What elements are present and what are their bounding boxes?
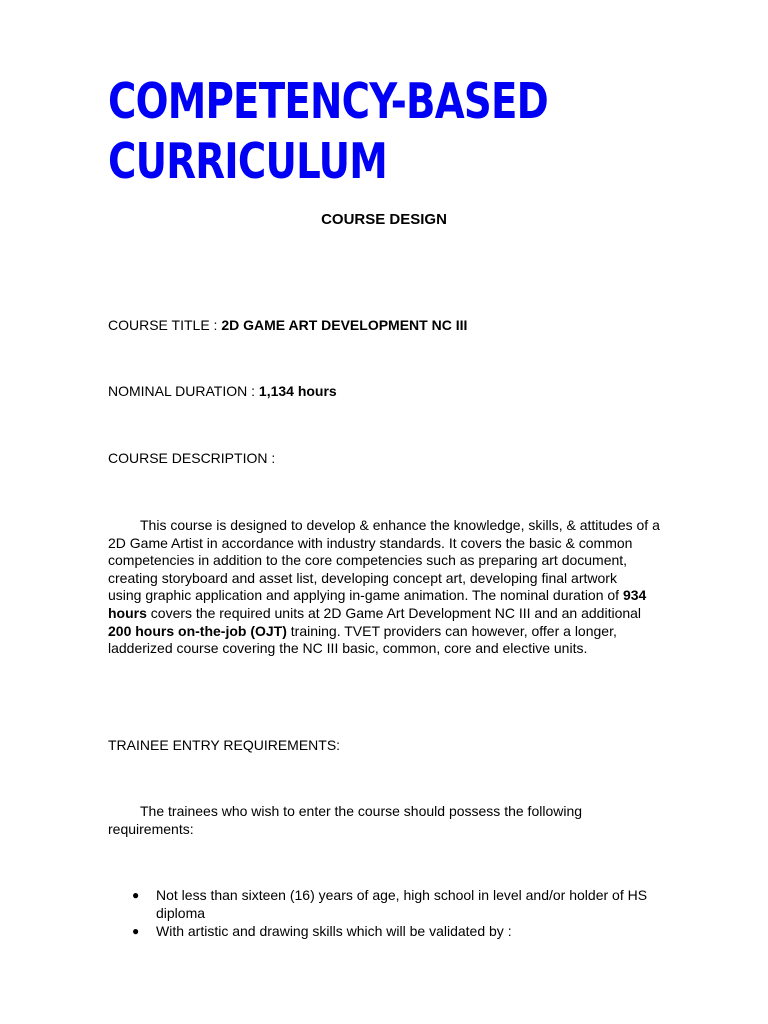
description-line: This course is designed to develop & enhance the knowledge, skills, & attitudes of a	[140, 517, 660, 533]
trainee-entry-requirements-label: TRAINEE ENTRY REQUIREMENTS:	[108, 737, 341, 753]
course-description-label: COURSE DESCRIPTION :	[108, 450, 276, 466]
requirements-list	[108, 887, 647, 942]
description-text: training. TVET providers can however, offer a longer,	[286, 622, 617, 639]
description-line	[108, 623, 728, 641]
document-title-line-1: COMPETENCY-BASED	[108, 73, 548, 130]
course-title-value: 2D GAME ART DEVELOPMENT NC III	[221, 317, 468, 333]
list-item	[108, 887, 647, 922]
nominal-duration-field	[108, 382, 337, 400]
description-line: ladderized course covering the NC III basic, common, core and elective units.	[108, 640, 588, 657]
description-line: creating storyboard and asset list, developing concept art, developing final artwork	[108, 569, 617, 586]
course-title-field	[108, 316, 467, 334]
duration-hours-unit-bold: hours	[108, 604, 147, 621]
description-line	[108, 605, 728, 623]
intro-line: The trainees who wish to enter the course should possess the following	[140, 803, 583, 819]
course-description-paragraph	[108, 517, 728, 658]
course-design-heading: COURSE DESIGN	[321, 211, 447, 228]
list-item-text: Not less than sixteen (16) years of age, high school in level and/or holder of HS	[156, 887, 648, 903]
duration-hours-bold: 934	[622, 587, 647, 604]
ojt-hours-bold: 200 hours on-the-job (OJT)	[108, 622, 287, 639]
nominal-duration-value: 1,134 hours	[258, 383, 337, 399]
description-line: 2D Game Artist in accordance with industry standards. It covers the basic & common	[108, 534, 633, 551]
course-title-label: COURSE TITLE :	[108, 317, 222, 333]
description-line	[108, 587, 728, 605]
document-title-line-2: CURRICULUM	[108, 133, 388, 190]
nominal-duration-label: NOMINAL DURATION :	[108, 383, 259, 399]
list-item	[108, 923, 647, 941]
description-line: competencies in addition to the core competencies such as preparing art document,	[108, 552, 628, 569]
description-text: covers the required units at 2D Game Art Development NC III and an additional	[146, 604, 642, 621]
bullet-icon: ●	[132, 888, 140, 902]
description-text: using graphic application and applying in-game animation. The nominal duration of	[108, 587, 623, 604]
trainee-entry-intro	[108, 803, 728, 838]
intro-line: requirements:	[108, 820, 194, 837]
document-title	[108, 72, 548, 192]
bullet-icon: ●	[132, 924, 140, 939]
list-item-text: diploma	[156, 904, 206, 921]
list-item-text: With artistic and drawing skills which will be validated by :	[156, 923, 512, 940]
